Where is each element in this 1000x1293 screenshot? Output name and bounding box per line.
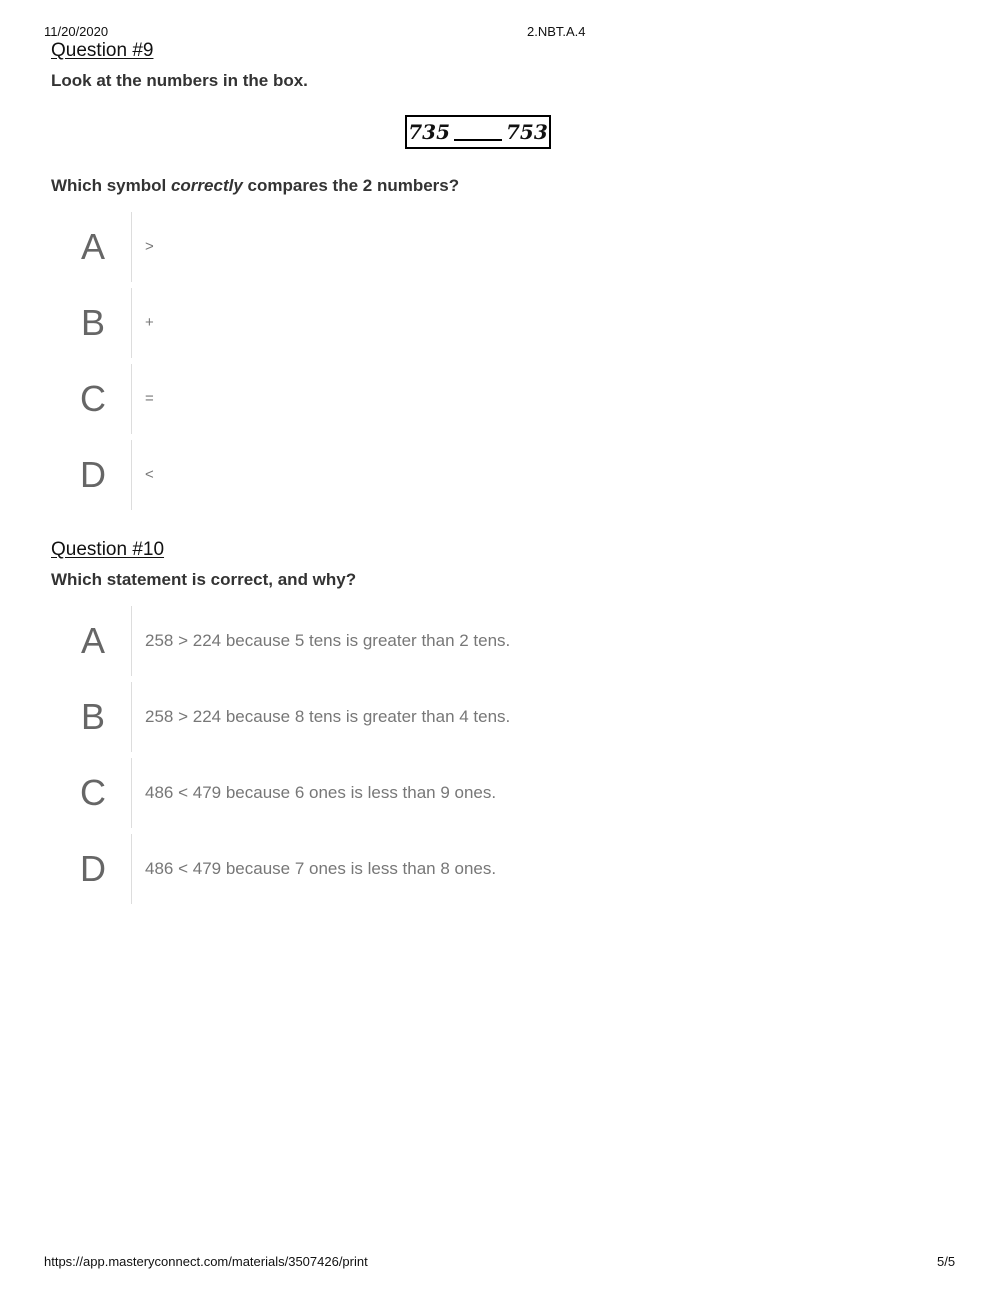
- question-10-choice-d[interactable]: [60, 834, 760, 904]
- question-9-prompt: Look at the numbers in the box.: [51, 71, 308, 90]
- choice-divider: [131, 834, 132, 904]
- choice-letter: A: [80, 226, 105, 267]
- choice-text: +: [145, 314, 154, 331]
- choice-text: 486 < 479 because 6 ones is less than 9 ones.: [145, 783, 497, 802]
- right-number: 753: [506, 120, 548, 144]
- choice-divider: [131, 288, 132, 358]
- choice-text: 258 > 224 because 8 tens is greater than 4 tens.: [145, 707, 511, 726]
- left-number: 735: [408, 120, 450, 144]
- choice-letter: D: [80, 454, 106, 495]
- question-9-choice-b[interactable]: [60, 288, 760, 358]
- choice-text: >: [145, 238, 154, 255]
- print-date: 11/20/2020: [44, 24, 109, 39]
- number-comparison-box: [405, 115, 551, 149]
- print-url: https://app.masteryconnect.com/materials/3507426/print: [44, 1254, 368, 1269]
- choice-letter: C: [80, 772, 106, 813]
- question-9-choice-c[interactable]: [60, 364, 760, 434]
- choice-divider: [131, 212, 132, 282]
- question-10-question: Which statement is correct, and why?: [51, 570, 357, 589]
- question-9-title: Question #9: [51, 40, 154, 61]
- choice-letter: C: [80, 378, 106, 419]
- choice-text: 258 > 224 because 5 tens is greater than 2 tens.: [145, 631, 511, 650]
- choice-divider: [131, 606, 132, 676]
- question-9-choice-d[interactable]: [60, 440, 760, 510]
- print-title: 2.NBT.A.4: [527, 24, 586, 39]
- choice-letter: A: [80, 620, 105, 661]
- choice-text: <: [145, 466, 154, 483]
- blank-line: [454, 123, 502, 141]
- choice-text: =: [145, 390, 154, 407]
- choice-letter: B: [80, 302, 105, 343]
- question-10-choice-a[interactable]: [60, 606, 760, 676]
- choice-letter: B: [80, 696, 105, 737]
- choice-divider: [131, 758, 132, 828]
- choice-divider: [131, 682, 132, 752]
- question-10-title: Question #10: [51, 539, 165, 560]
- question-10-choice-b[interactable]: [60, 682, 760, 752]
- choice-divider: [131, 364, 132, 434]
- question-10-choice-c[interactable]: [60, 758, 760, 828]
- question-9-choice-a[interactable]: [60, 212, 760, 282]
- choice-text: 486 < 479 because 7 ones is less than 8 ones.: [145, 859, 497, 878]
- page-number: 5/5: [937, 1254, 956, 1269]
- emphasis-correctly: correctly: [170, 176, 243, 195]
- choice-letter: D: [80, 848, 106, 889]
- question-9-question: Which symbol correctly compares the 2 numbers?: [51, 176, 460, 195]
- choice-divider: [131, 440, 132, 510]
